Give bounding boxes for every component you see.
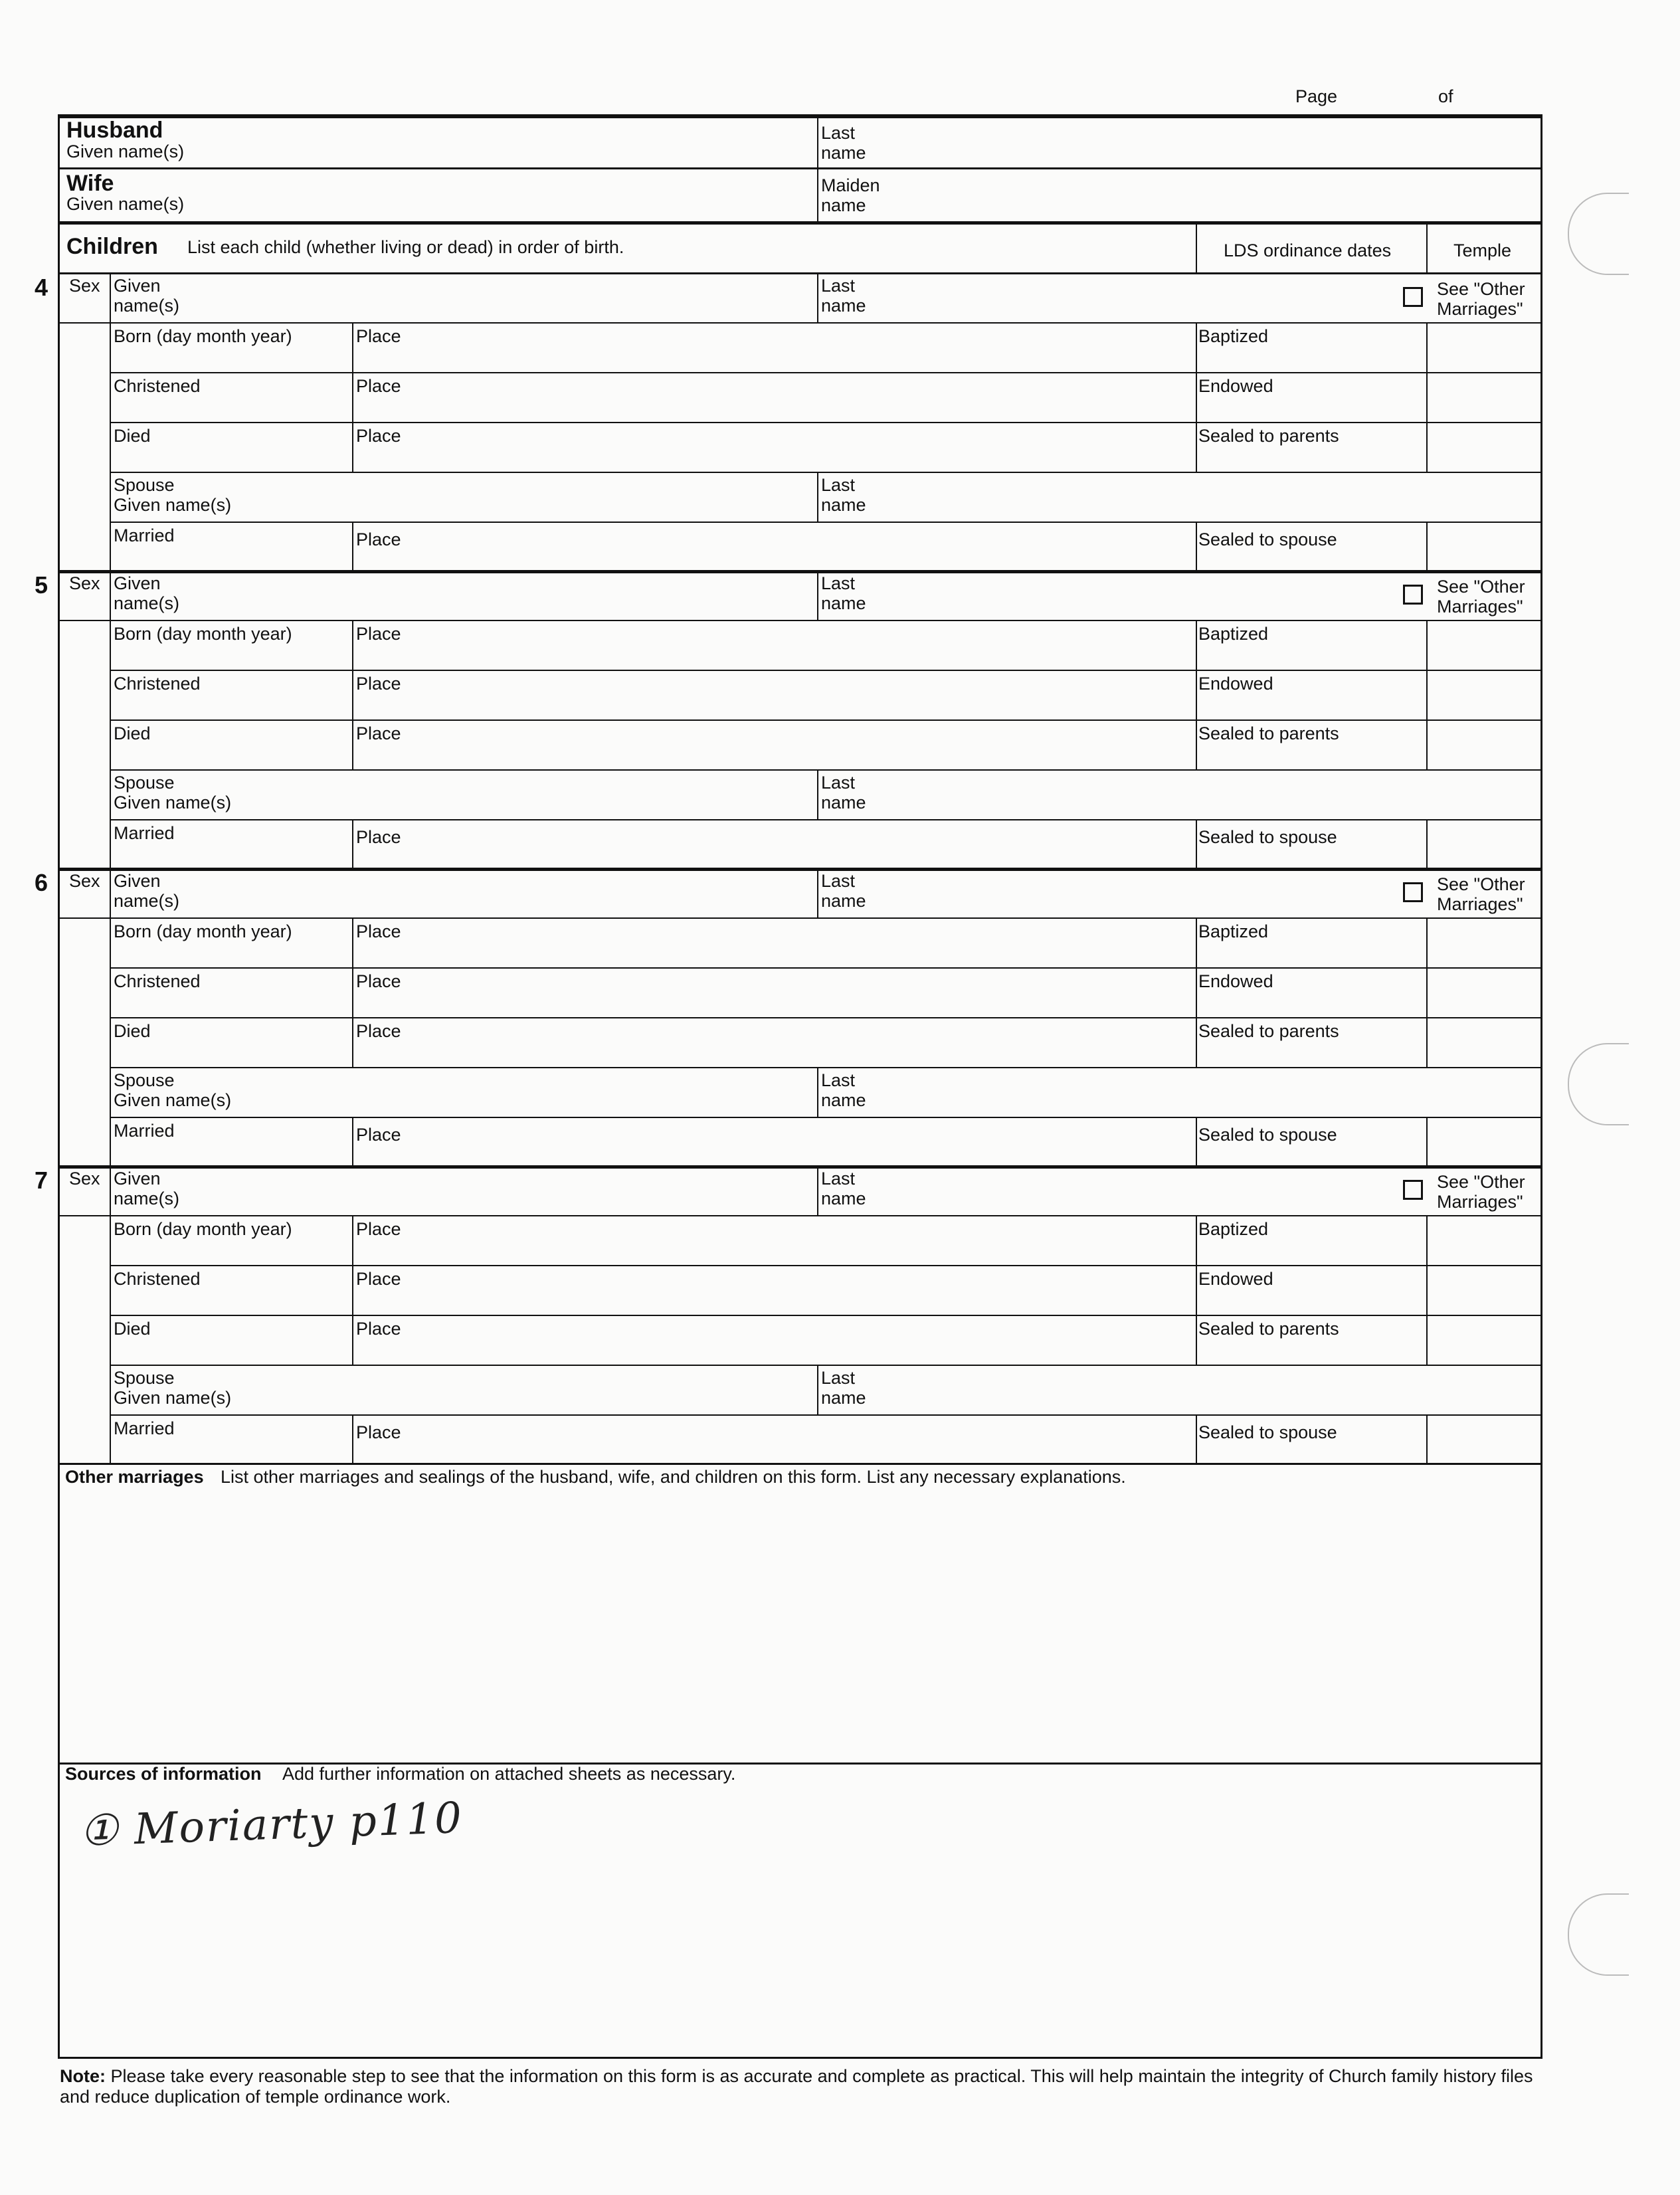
baptized-label[interactable]: Baptized (1198, 921, 1269, 941)
spouse-last-divider (817, 1067, 818, 1117)
last-name-divider (817, 272, 818, 322)
last-name-divider (817, 570, 818, 620)
wife-given-label[interactable]: Given name(s) (66, 194, 185, 214)
footer-note (60, 2066, 1548, 2107)
see-other-marriages-label: See "Other Marriages" (1437, 1172, 1525, 1212)
endowed-label[interactable]: Endowed (1198, 674, 1273, 694)
endowed-label[interactable]: Endowed (1198, 376, 1273, 396)
lds-divider (1196, 1215, 1197, 1265)
baptized-label[interactable]: Baptized (1198, 326, 1269, 346)
temple-divider (1426, 967, 1428, 1017)
lds-divider (1196, 1017, 1197, 1067)
born-label[interactable]: Born (day month year) (114, 624, 292, 644)
temple-divider (1426, 372, 1428, 422)
handwritten-source: ① Moriarty p110 (78, 1793, 464, 1857)
binder-hole-bottom (1568, 1893, 1629, 1976)
christened-label[interactable]: Christened (114, 971, 201, 991)
of-label: of (1438, 86, 1453, 106)
place-divider (352, 322, 353, 372)
sex-label[interactable]: Sex (69, 276, 100, 296)
child-row-rule (58, 917, 1542, 919)
sealed-parents-label[interactable]: Sealed to parents (1198, 1319, 1339, 1339)
children-instruction: List each child (whether living or dead) in order of birth. (187, 237, 624, 257)
spouse-last-divider (817, 1365, 818, 1414)
given-name-label[interactable]: Given name(s) (114, 276, 180, 316)
given-name-label[interactable]: Given name(s) (114, 871, 180, 911)
temple-divider (1426, 670, 1428, 719)
spouse-given-label[interactable]: Spouse Given name(s) (114, 1070, 232, 1110)
note-text: Please take every reasonable step to see that the information on this form is as accurate and complete as practical. This will help maintain the integrity of Church family history files and reduce duplication of temple ordinance work. (60, 2066, 1533, 2107)
spouse-last-divider (817, 472, 818, 522)
sealed-to-spouse-label[interactable]: Sealed to spouse (1198, 827, 1337, 847)
temple-divider (1426, 1017, 1428, 1067)
born-label[interactable]: Born (day month year) (114, 326, 292, 346)
spouse-given-label[interactable]: Spouse Given name(s) (114, 773, 232, 812)
sealed-to-spouse-label[interactable]: Sealed to spouse (1198, 529, 1337, 549)
child-number: 5 (35, 571, 48, 599)
endowed-label[interactable]: Endowed (1198, 971, 1273, 991)
place-divider (352, 1017, 353, 1067)
see-other-marriages-label: See "Other Marriages" (1437, 577, 1525, 617)
place-label[interactable]: Place (356, 326, 401, 346)
temple-divider (1426, 1414, 1428, 1464)
see-other-marriages-checkbox[interactable] (1403, 287, 1423, 307)
temple-header-divider (1426, 225, 1428, 272)
sex-divider (110, 1165, 111, 1464)
temple-divider (1426, 1117, 1428, 1167)
sex-label[interactable]: Sex (69, 871, 100, 891)
place-label[interactable]: Place (356, 529, 401, 549)
spouse-last-label[interactable]: Last name (821, 1368, 866, 1408)
page-label: Page (1295, 86, 1338, 106)
see-other-marriages-label: See "Other Marriages" (1437, 874, 1525, 914)
child-row-rule (110, 522, 1542, 523)
last-name-label[interactable]: Last name (821, 573, 866, 613)
sex-divider (110, 272, 111, 571)
endowed-label[interactable]: Endowed (1198, 1269, 1273, 1289)
sealed-to-spouse-label[interactable]: Sealed to spouse (1198, 1422, 1337, 1442)
place-label[interactable]: Place (356, 1269, 401, 1289)
spouse-last-label[interactable]: Last name (821, 1070, 866, 1110)
temple-divider (1426, 422, 1428, 472)
place-label[interactable]: Place (356, 971, 401, 991)
last-name-label[interactable]: Last name (821, 871, 866, 911)
lds-divider (1196, 1265, 1197, 1315)
child-top-rule (58, 868, 1542, 871)
sex-label[interactable]: Sex (69, 573, 100, 593)
place-divider (352, 670, 353, 719)
married-label[interactable]: Married (114, 1121, 175, 1141)
place-label[interactable]: Place (356, 723, 401, 743)
child-row-rule (110, 422, 1542, 423)
child-row-rule (110, 719, 1542, 721)
place-divider (352, 967, 353, 1017)
sealed-parents-label[interactable]: Sealed to parents (1198, 723, 1339, 743)
lds-divider (1196, 917, 1197, 967)
child-row-rule (110, 1315, 1542, 1316)
husband-title: Husband (66, 118, 163, 143)
married-label[interactable]: Married (114, 1418, 175, 1438)
place-label[interactable]: Place (356, 827, 401, 847)
temple-divider (1426, 1315, 1428, 1365)
lds-divider (1196, 719, 1197, 769)
child-top-rule (58, 272, 1542, 274)
lds-divider (1196, 620, 1197, 670)
child-top-rule (58, 1165, 1542, 1169)
died-label[interactable]: Died (114, 1319, 151, 1339)
place-label[interactable]: Place (356, 1021, 401, 1041)
last-name-label[interactable]: Last name (821, 1169, 866, 1208)
temple-divider (1426, 322, 1428, 372)
sealed-to-spouse-label[interactable]: Sealed to spouse (1198, 1125, 1337, 1145)
child-row-rule (110, 1067, 1542, 1068)
born-label[interactable]: Born (day month year) (114, 921, 292, 941)
husband-last-label[interactable]: Last name (821, 123, 866, 163)
temple-divider (1426, 1265, 1428, 1315)
lds-divider (1196, 967, 1197, 1017)
given-name-label[interactable]: Given name(s) (114, 573, 180, 613)
see-other-marriages-label: See "Other Marriages" (1437, 279, 1525, 319)
died-label[interactable]: Died (114, 723, 151, 743)
place-label[interactable]: Place (356, 1319, 401, 1339)
lds-divider (1196, 670, 1197, 719)
place-label[interactable]: Place (356, 1422, 401, 1442)
child-number: 7 (35, 1167, 48, 1194)
temple-divider (1426, 819, 1428, 869)
temple-divider (1426, 917, 1428, 967)
child-number: 4 (35, 274, 48, 301)
lds-divider (1196, 422, 1197, 472)
temple-label: Temple (1453, 240, 1512, 260)
lds-divider (1196, 1414, 1197, 1464)
christened-label[interactable]: Christened (114, 376, 201, 396)
lds-divider (1196, 1315, 1197, 1365)
children-title: Children (66, 234, 158, 259)
place-divider (352, 620, 353, 670)
christened-label[interactable]: Christened (114, 674, 201, 694)
spouse-given-label[interactable]: Spouse Given name(s) (114, 1368, 232, 1408)
sex-label[interactable]: Sex (69, 1169, 100, 1189)
sex-divider (110, 570, 111, 869)
place-label[interactable]: Place (356, 1125, 401, 1145)
other-marriages-title: Other marriages (65, 1467, 204, 1487)
born-label[interactable]: Born (day month year) (114, 1219, 292, 1239)
child-row-rule (58, 322, 1542, 324)
temple-divider (1426, 719, 1428, 769)
child-row-rule (110, 1017, 1542, 1018)
place-divider (352, 719, 353, 769)
child-top-rule (58, 570, 1542, 573)
place-divider (352, 1117, 353, 1167)
child-row-rule (110, 1265, 1542, 1266)
place-divider (352, 1215, 353, 1265)
lds-header-divider (1196, 225, 1197, 272)
note-title: Note: (60, 2066, 106, 2086)
last-name-divider (817, 1165, 818, 1215)
place-label[interactable]: Place (356, 426, 401, 446)
last-name-label[interactable]: Last name (821, 276, 866, 316)
wife-maiden-label[interactable]: Maiden name (821, 175, 880, 215)
lds-divider (1196, 819, 1197, 869)
child-row-rule (110, 1365, 1542, 1366)
children-bottom-rule (58, 1463, 1542, 1465)
other-marriages-instruction: List other marriages and sealings of the husband, wife, and children on this form. List any necessary explanations. (221, 1467, 1126, 1487)
christened-label[interactable]: Christened (114, 1269, 201, 1289)
other-marriages-area[interactable] (63, 1488, 1538, 1761)
died-label[interactable]: Died (114, 426, 151, 446)
sealed-parents-label[interactable]: Sealed to parents (1198, 426, 1339, 446)
spouse-last-label[interactable]: Last name (821, 475, 866, 515)
lds-divider (1196, 1117, 1197, 1167)
place-label[interactable]: Place (356, 624, 401, 644)
sex-divider (110, 868, 111, 1167)
temple-divider (1426, 522, 1428, 571)
lds-divider (1196, 372, 1197, 422)
married-label[interactable]: Married (114, 823, 175, 843)
died-label[interactable]: Died (114, 1021, 151, 1041)
child-row-rule (110, 967, 1542, 969)
married-label[interactable]: Married (114, 525, 175, 545)
place-divider (352, 1315, 353, 1365)
sealed-parents-label[interactable]: Sealed to parents (1198, 1021, 1339, 1041)
other-marriages-bottom-rule (58, 1763, 1542, 1765)
place-divider (352, 372, 353, 422)
name-divider (817, 118, 818, 221)
binder-hole-top (1568, 193, 1629, 275)
baptized-label[interactable]: Baptized (1198, 1219, 1269, 1239)
spouse-last-label[interactable]: Last name (821, 773, 866, 812)
family-group-record-form (58, 114, 1542, 2059)
place-label[interactable]: Place (356, 674, 401, 694)
place-divider (352, 917, 353, 967)
place-divider (352, 819, 353, 869)
child-row-rule (110, 769, 1542, 771)
place-divider (352, 422, 353, 472)
wife-bottom-rule (58, 221, 1542, 225)
child-row-rule (110, 819, 1542, 820)
place-label[interactable]: Place (356, 921, 401, 941)
baptized-label[interactable]: Baptized (1198, 624, 1269, 644)
spouse-given-label[interactable]: Spouse Given name(s) (114, 475, 232, 515)
child-number: 6 (35, 869, 48, 896)
lds-ordinance-label: LDS ordinance dates (1224, 240, 1392, 260)
sources-title: Sources of information (65, 1764, 262, 1784)
husband-given-label[interactable]: Given name(s) (66, 142, 185, 161)
wife-title: Wife (66, 171, 114, 196)
place-divider (352, 1414, 353, 1464)
husband-bottom-rule (58, 167, 1542, 169)
spouse-last-divider (817, 769, 818, 819)
binder-hole-middle (1568, 1043, 1629, 1125)
given-name-label[interactable]: Given name(s) (114, 1169, 180, 1208)
temple-divider (1426, 1215, 1428, 1265)
last-name-divider (817, 868, 818, 917)
child-row-rule (110, 472, 1542, 473)
child-row-rule (110, 372, 1542, 373)
place-label[interactable]: Place (356, 376, 401, 396)
place-divider (352, 522, 353, 571)
see-other-marriages-checkbox[interactable] (1403, 1180, 1423, 1200)
see-other-marriages-checkbox[interactable] (1403, 585, 1423, 605)
lds-divider (1196, 522, 1197, 571)
temple-divider (1426, 620, 1428, 670)
place-divider (352, 1265, 353, 1315)
place-label[interactable]: Place (356, 1219, 401, 1239)
child-row-rule (110, 1414, 1542, 1416)
see-other-marriages-checkbox[interactable] (1403, 882, 1423, 902)
child-row-rule (58, 620, 1542, 621)
child-row-rule (110, 1117, 1542, 1118)
sources-instruction: Add further information on attached sheets as necessary. (282, 1764, 736, 1784)
lds-divider (1196, 322, 1197, 372)
child-row-rule (58, 1215, 1542, 1216)
child-row-rule (110, 670, 1542, 671)
